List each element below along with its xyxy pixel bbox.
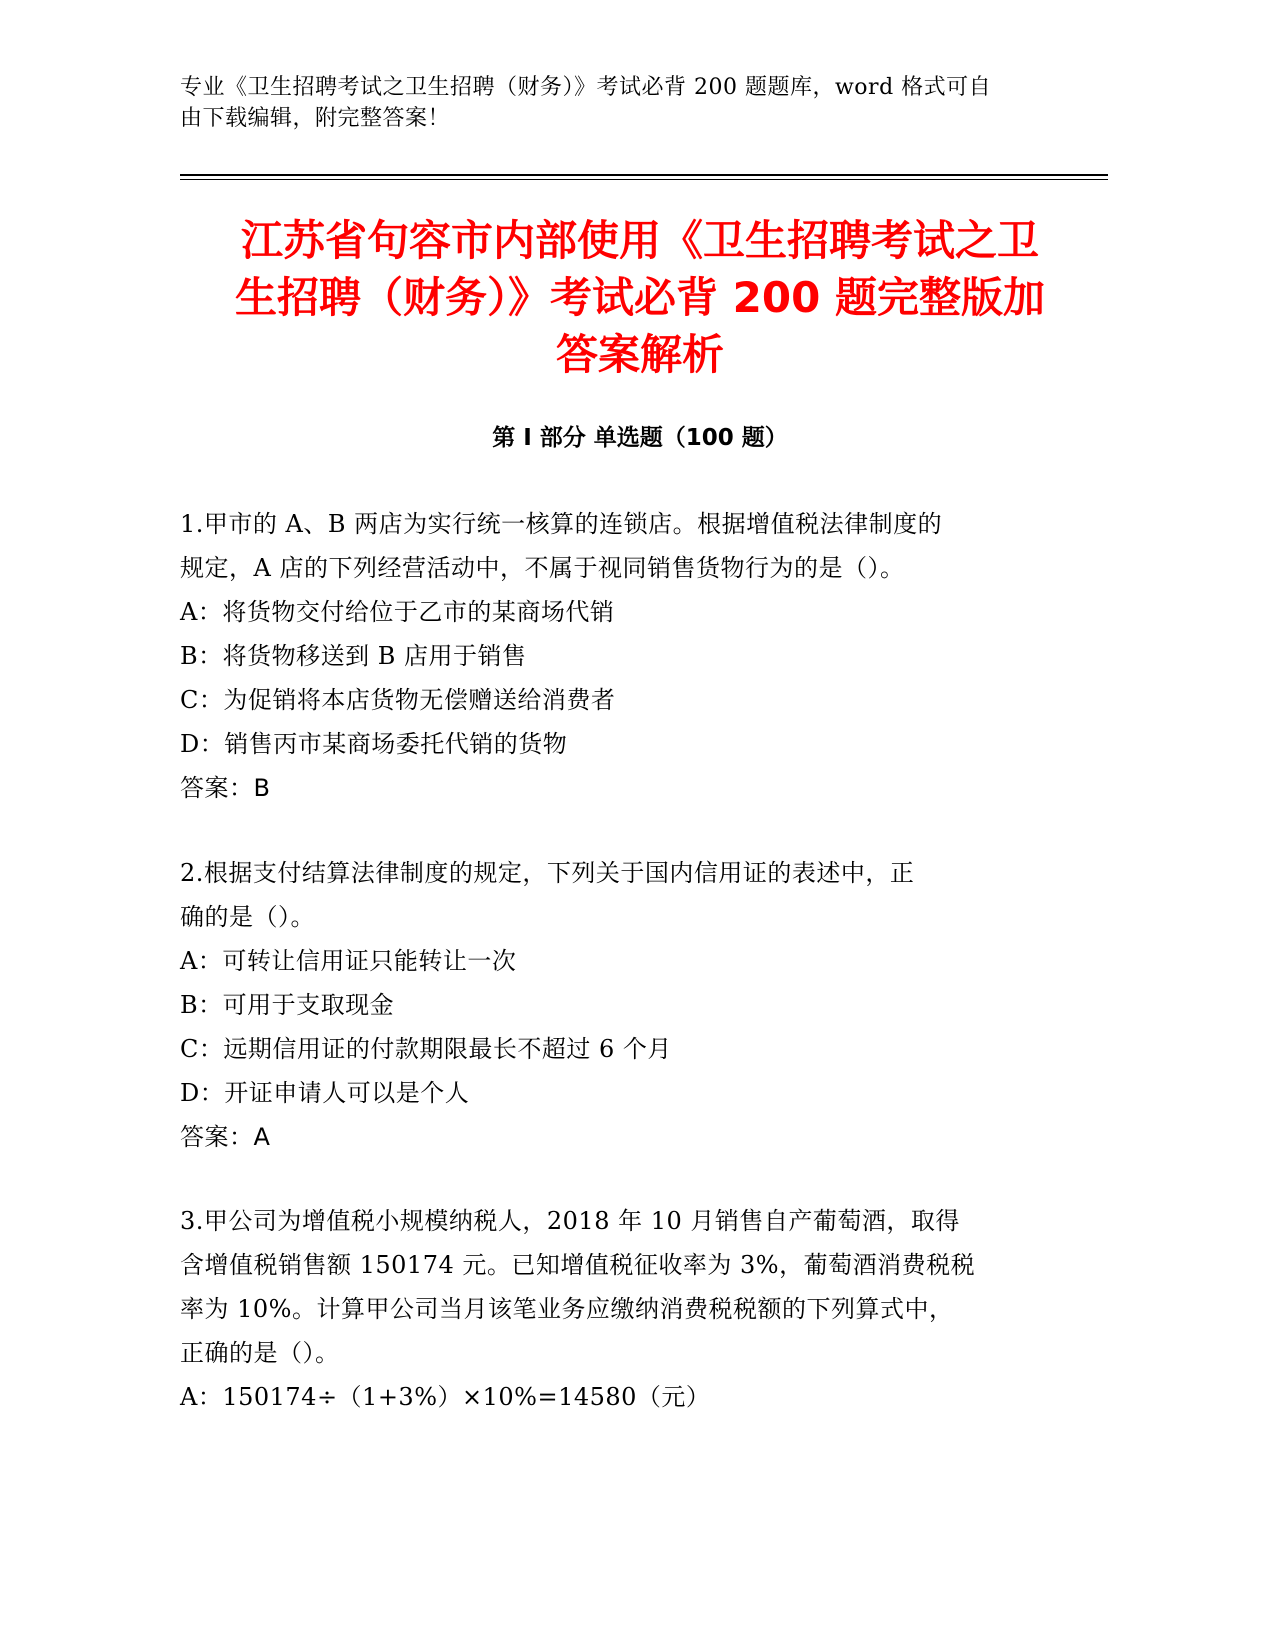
option-d: D：开证申请人可以是个人 xyxy=(180,1079,470,1107)
title-line: 生招聘（财务）》考试必背 200 题完整版加 xyxy=(235,273,1045,322)
answer-line: 答案：A xyxy=(180,1123,271,1151)
option-b: B：将货物移送到 B 店用于销售 xyxy=(180,642,527,670)
header-note-line: 专业《卫生招聘考试之卫生招聘（财务）》考试必背 200 题题库，word 格式可自 xyxy=(180,75,992,100)
question-stem-line: 2.根据支付结算法律制度的规定，下列关于国内信用证的表述中，正 xyxy=(180,859,915,887)
question-1 xyxy=(180,502,1060,810)
question-stem-line: 确的是（）。 xyxy=(180,903,315,931)
option-a: A：150174÷（1+3%）×10%=14580（元） xyxy=(180,1383,711,1411)
option-c: C：为促销将本店货物无偿赠送给消费者 xyxy=(180,686,616,714)
question-stem-line: 正确的是（）。 xyxy=(180,1339,340,1367)
document-title xyxy=(160,212,1120,383)
section-title: 第 I 部分 单选题（100 题） xyxy=(492,425,788,451)
option-d: D：销售丙市某商场委托代销的货物 xyxy=(180,730,568,758)
option-a: A：可转让信用证只能转让一次 xyxy=(180,947,517,975)
question-3 xyxy=(180,1199,1060,1419)
header-divider-thick xyxy=(180,174,1108,176)
question-stem-line: 率为 10%。计算甲公司当月该笔业务应缴纳消费税税额的下列算式中， xyxy=(180,1295,954,1323)
question-2 xyxy=(180,851,1060,1159)
header-note xyxy=(180,72,1060,134)
header-note-line: 由下载编辑，附完整答案！ xyxy=(180,106,451,131)
question-stem-line: 规定，A 店的下列经营活动中，不属于视同销售货物行为的是（）。 xyxy=(180,554,905,582)
title-line: 江苏省句容市内部使用《卫生招聘考试之卫 xyxy=(240,216,1039,265)
question-stem-line: 3.甲公司为增值税小规模纳税人，2018 年 10 月销售自产葡萄酒，取得 xyxy=(180,1207,960,1235)
option-a: A：将货物交付给位于乙市的某商场代销 xyxy=(180,598,615,626)
option-b: B：可用于支取现金 xyxy=(180,991,395,1019)
answer-line: 答案：B xyxy=(180,774,271,802)
question-stem-line: 含增值税销售额 150174 元。已知增值税征收率为 3%，葡萄酒消费税税 xyxy=(180,1251,976,1279)
question-stem-line: 1.甲市的 A、B 两店为实行统一核算的连锁店。根据增值税法律制度的 xyxy=(180,510,943,538)
option-c: C：远期信用证的付款期限最长不超过 6 个月 xyxy=(180,1035,672,1063)
header-divider-thin xyxy=(180,179,1108,180)
title-line: 答案解析 xyxy=(555,330,724,379)
